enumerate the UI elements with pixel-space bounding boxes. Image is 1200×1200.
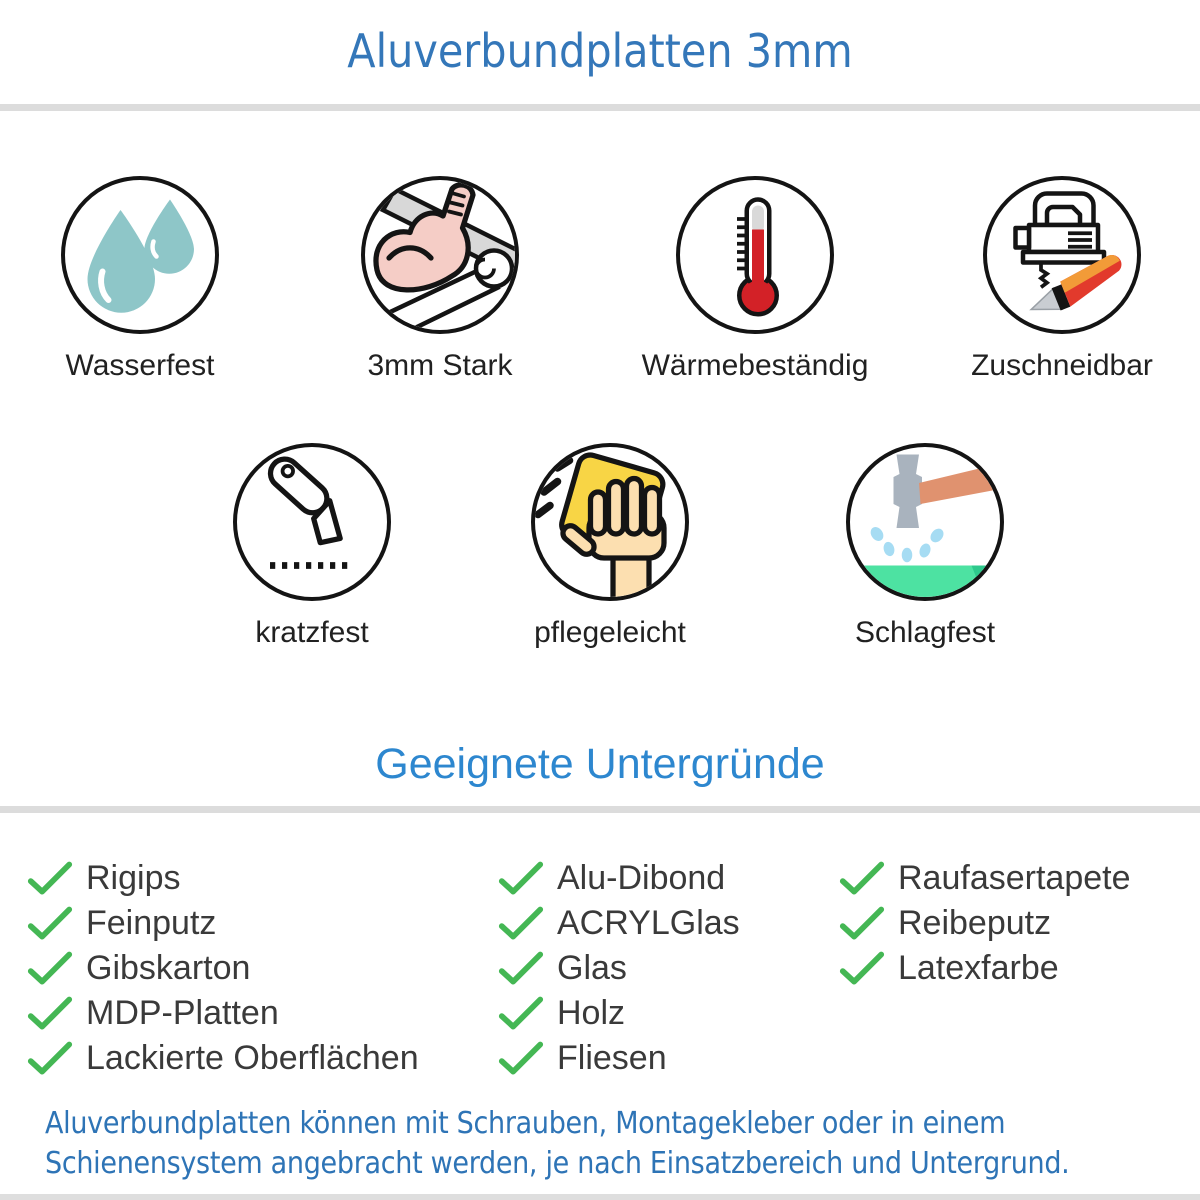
utility-knife-icon [233,443,391,601]
checkmark-icon [838,906,886,941]
checkmark-icon [26,906,74,941]
feature-3mm-stark [300,176,580,383]
list-item-label: Reibeputz [898,904,1052,942]
feature-kratzfest [172,443,452,650]
list-item-label: Fliesen [557,1039,667,1077]
list-item-label: MDP-Platten [86,994,279,1032]
thermometer-icon [676,176,834,334]
feature-label: Schlagfest [854,616,996,649]
list-item [838,856,1131,901]
water-drops-icon [61,176,219,334]
checkmark-icon [26,951,74,986]
list-item [26,991,419,1036]
checkmark-icon [497,951,545,986]
mounting-note-line-1: Aluverbundplatten können mit Schrauben, Montagekleber oder in einem [45,1106,1006,1141]
divider [0,104,1200,111]
jigsaw-cutter-icon [983,176,1141,334]
checkmark-icon [497,996,545,1031]
feature-label: Wasserfest [65,349,215,382]
substrate-column-2 [497,856,740,1081]
feature-zuschneidbar [922,176,1200,383]
substrate-column-1 [26,856,419,1081]
list-item [26,1036,419,1081]
list-item [26,946,419,991]
mounting-note [45,1104,1175,1184]
list-item [497,856,740,901]
checkmark-icon [497,906,545,941]
divider [0,806,1200,813]
checkmark-icon [497,861,545,896]
checkmark-icon [838,861,886,896]
list-item [26,901,419,946]
list-item-label: Raufasertapete [898,859,1131,897]
list-item-label: Gibskarton [86,949,251,987]
checkmark-icon [26,1041,74,1076]
feature-label: Zuschneidbar [971,349,1153,382]
feature-label: pflegeleicht [534,616,686,649]
list-item-label: Feinputz [86,904,217,942]
muscle-arm-plate-icon [361,176,519,334]
feature-wasserfest [0,176,280,383]
list-item-label: Lackierte Oberflächen [86,1039,419,1077]
divider [0,1194,1200,1200]
feature-schlagfest [785,443,1065,650]
feature-waermebestaendig [615,176,895,383]
mounting-note-line-2: Schienensystem angebracht werden, je nach Einsatzbereich und Untergrund. [45,1146,1070,1181]
list-item-label: Holz [557,994,626,1032]
list-item [838,901,1131,946]
substrate-column-3 [838,856,1131,991]
list-item [497,901,740,946]
feature-pflegeleicht [470,443,750,650]
checkmark-icon [26,996,74,1031]
list-item [838,946,1131,991]
list-item-label: Glas [557,949,627,987]
list-item [497,946,740,991]
checkmark-icon [497,1041,545,1076]
list-item [26,856,419,901]
list-item-label: Latexfarbe [898,949,1059,987]
list-item-label: Rigips [86,859,181,897]
cleaning-hand-icon [531,443,689,601]
list-item [497,991,740,1036]
page-title: Aluverbundplatten 3mm [347,24,853,78]
hammer-impact-icon [846,443,1004,601]
checkmark-icon [26,861,74,896]
checkmark-icon [838,951,886,986]
list-item [497,1036,740,1081]
list-item-label: ACRYLGlas [557,904,740,942]
feature-label: kratzfest [255,616,369,649]
section-title-untergruende: Geeignete Untergründe [375,740,825,788]
list-item-label: Alu-Dibond [557,859,726,897]
feature-label: 3mm Stark [367,349,513,382]
feature-label: Wärmebeständig [641,349,869,382]
